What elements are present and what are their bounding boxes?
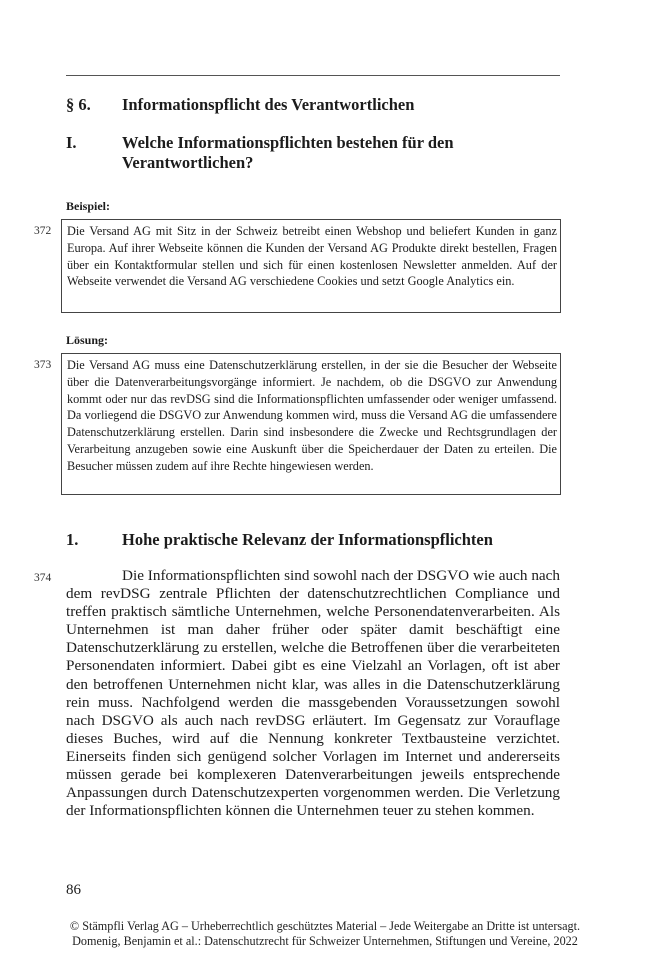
example-box: Die Versand AG mit Sitz in der Schweiz betreibt einen Webshop und beliefert Kunden in ganz Europa. Auf ihrer Webseite können die Kunden der Versand AG Produkte direkt bestellen, Fragen über ein Kontaktformular stellen und sich für einen kostenlosen Newsletter anmelden. Auf der Webseite verwendet die Versand AG verschiedene Cookies und setzt Google Analytics ein.	[61, 219, 561, 313]
header-rule	[66, 75, 560, 76]
section-heading	[66, 95, 566, 117]
chapter-number: 1.	[66, 530, 79, 549]
subsection-number: I.	[66, 133, 77, 152]
example-label: Beispiel:	[66, 199, 110, 213]
subsection-title: Welche Informationspflichten bestehen für den Verantwortlichen?	[122, 133, 454, 172]
subsection-heading	[66, 133, 566, 175]
chapter-title: Hohe praktische Relevanz der Informationspflichten	[122, 530, 493, 549]
chapter-heading	[66, 530, 566, 552]
footer-copyright: © Stämpfli Verlag AG – Urheberrechtlich geschütztes Material – Jede Weitergabe an Dritte ist untersagt.	[69, 919, 581, 933]
section-number: § 6.	[66, 95, 91, 114]
solution-box: Die Versand AG muss eine Datenschutzerklärung erstellen, in der sie die Besucher der Webseite über die Datenverarbeitungsvorgänge informiert. Je nachdem, ob die DSGVO zur Anwendung kommt oder nur das revDSG sind die Informationspflichten umfassender oder weniger umfassend. Da vorliegend die DSGVO zur Anwendung kommen wird, muss die Versand AG die umfassendere Datenschutzerklärung erstellen. Darin sind insbesondere die Zwecke und Rechtsgrundlagen der Verarbeitung anzugeben sowie eine Auskunft über die Speicherdauer der Daten zu erteilen. Die Besucher müssen zudem auf ihre Rechte hingewiesen werden.	[61, 353, 561, 495]
margin-number-373: 373	[34, 359, 52, 371]
section-title: Informationspflicht des Verantwortlichen	[122, 95, 415, 114]
page-number: 86	[66, 882, 81, 898]
solution-label: Lösung:	[66, 333, 109, 347]
margin-number-372: 372	[34, 225, 52, 237]
footer-citation: Domenig, Benjamin et al.: Datenschutzrecht für Schweizer Unternehmen, Stiftungen und Vereine, 2022	[72, 934, 578, 948]
margin-number-374: 374	[34, 572, 52, 584]
body-paragraph: Die Informationspflichten sind sowohl nach der DSGVO wie auch nach dem revDSG zentrale Pflichten der datenschutzrechtlichen Compliance und treffen praktisch sämtliche Unternehmen, welche Personendatenverarbeiten. Als Unternehmen ist man daher früher oder später damit beschäftigt eine Datenschutzerklärung zu erstellen, welche die Betroffenen über die verarbeiteten Personendaten informiert. Dabei gibt es eine Vielzahl an Vorlagen, oft ist aber den betroffenen Unternehmen nicht klar, was alles in die Datenschutzerklärung rein muss. Nachfolgend werden die massgebenden Voraussetzungen sowohl nach DSGVO als auch nach revDSG erläutert. Im Gegensatz zur Vorauflage dieses Buches, wird auf die Nennung konkreter Textbausteine verzichtet. Einerseits finden sich genügend solcher Vorlagen im Internet und andererseits müssen gerade bei komplexeren Datenverarbeitungen jeweils entsprechende Anpassungen durch Datenschutzexperten vorgenommen werden. Die Verletzung der Informationspflichten können die Unternehmen teuer zu stehen kommen.	[66, 567, 560, 820]
